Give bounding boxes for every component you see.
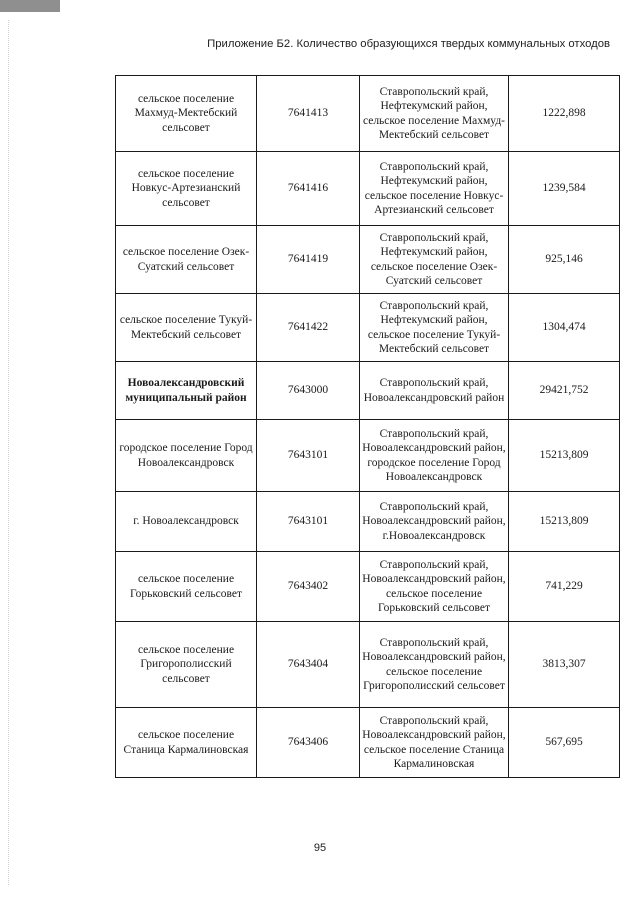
settlement-name-cell: сельское поселение Новкус-Артезианский сельсовет (116, 152, 257, 226)
table-row (116, 492, 620, 552)
table-row (116, 552, 620, 622)
table-row (116, 622, 620, 708)
scan-edge-artifact (8, 20, 9, 885)
location-cell: Ставропольский край, Нефтекумский район, сельское поселение Озек-Суатский сельсовет (360, 226, 509, 294)
oktmo-code-cell: 7641422 (257, 294, 360, 362)
location-cell: Ставропольский край, Новоалександровский район, сельское поселение Горьковский сельсовет (360, 552, 509, 622)
oktmo-code-cell: 7643406 (257, 708, 360, 778)
location-cell: Ставропольский край, Нефтекумский район, сельское поселение Махмуд-Мектебский сельсовет (360, 76, 509, 152)
oktmo-code-cell: 7641416 (257, 152, 360, 226)
settlement-name-cell: городское поселение Город Новоалександровск (116, 420, 257, 492)
oktmo-code-cell: 7641419 (257, 226, 360, 294)
waste-amount-cell: 567,695 (509, 708, 620, 778)
table-row (116, 294, 620, 362)
table-row (116, 226, 620, 294)
settlement-name-cell: г. Новоалександровск (116, 492, 257, 552)
table-row (116, 708, 620, 778)
oktmo-code-cell: 7643101 (257, 492, 360, 552)
oktmo-code-cell: 7643101 (257, 420, 360, 492)
settlement-name-cell: сельское поселение Махмуд-Мектебский сельсовет (116, 76, 257, 152)
page-number: 95 (313, 842, 327, 854)
waste-amount-cell: 1239,584 (509, 152, 620, 226)
oktmo-code-cell: 7641413 (257, 76, 360, 152)
table-row (116, 362, 620, 420)
location-cell: Ставропольский край, Новоалександровский район (360, 362, 509, 420)
waste-amount-cell: 15213,809 (509, 420, 620, 492)
location-cell: Ставропольский край, Нефтекумский район, сельское поселение Тукуй-Мектебский сельсовет (360, 294, 509, 362)
waste-amount-cell: 29421,752 (509, 362, 620, 420)
waste-amount-cell: 15213,809 (509, 492, 620, 552)
waste-table-body (116, 76, 620, 778)
location-cell: Ставропольский край, Новоалександровский район, сельское поселение Григорополисский сельсовет (360, 622, 509, 708)
location-cell: Ставропольский край, Новоалександровский район, сельское поселение Станица Кармалиновская (360, 708, 509, 778)
table-row (116, 420, 620, 492)
oktmo-code-cell: 7643000 (257, 362, 360, 420)
settlement-name-cell: сельское поселение Тукуй-Мектебский сельсовет (116, 294, 257, 362)
location-cell: Ставропольский край, Нефтекумский район, сельское поселение Новкус-Артезианский сельсовет (360, 152, 509, 226)
oktmo-code-cell: 7643402 (257, 552, 360, 622)
settlement-name-cell: Новоалександровский муниципальный район (116, 362, 257, 420)
scan-corner-mark (0, 0, 60, 12)
settlement-name-cell: сельское поселение Озек-Суатский сельсовет (116, 226, 257, 294)
waste-amount-cell: 741,229 (509, 552, 620, 622)
settlement-name-cell: сельское поселение Григорополисский сельсовет (116, 622, 257, 708)
page-header: Приложение Б2. Количество образующихся твердых коммунальных отходов (207, 38, 610, 50)
settlement-name-cell: сельское поселение Станица Кармалиновская (116, 708, 257, 778)
location-cell: Ставропольский край, Новоалександровский район, городское поселение Город Новоалександровск (360, 420, 509, 492)
waste-table (115, 75, 620, 778)
location-cell: Ставропольский край, Новоалександровский район, г.Новоалександровск (360, 492, 509, 552)
table-row (116, 152, 620, 226)
waste-amount-cell: 3813,307 (509, 622, 620, 708)
waste-amount-cell: 925,146 (509, 226, 620, 294)
table-row (116, 76, 620, 152)
oktmo-code-cell: 7643404 (257, 622, 360, 708)
settlement-name-cell: сельское поселение Горьковский сельсовет (116, 552, 257, 622)
waste-amount-cell: 1304,474 (509, 294, 620, 362)
waste-amount-cell: 1222,898 (509, 76, 620, 152)
